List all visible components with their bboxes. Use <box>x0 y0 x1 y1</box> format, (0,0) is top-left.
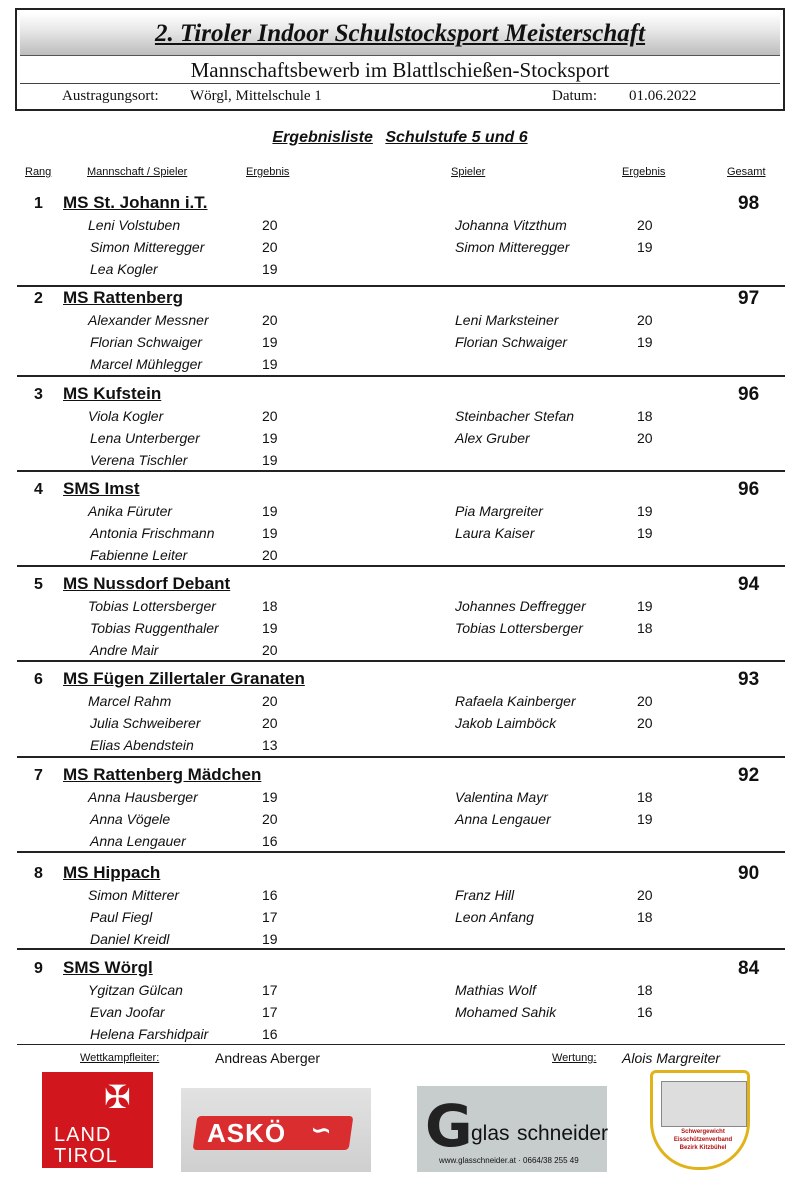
col-player: Spieler <box>451 166 486 178</box>
player-score: 20 <box>262 217 278 233</box>
list-heading-title: Ergebnisliste <box>272 129 373 146</box>
list-heading <box>0 129 800 147</box>
player-score: 19 <box>262 452 278 468</box>
land-tirol-logo <box>42 1072 153 1168</box>
player-score: 19 <box>637 239 653 255</box>
sg-logo-line2: Eisschützenverband <box>673 1137 733 1143</box>
player-name: Fabienne Leiter <box>90 547 188 563</box>
player-name: Johannes Deffregger <box>455 598 586 614</box>
player-name: Mathias Wolf <box>455 982 536 998</box>
player-name: Alexander Messner <box>88 312 209 328</box>
player-name: Pia Margreiter <box>455 503 543 519</box>
player-score: 19 <box>637 598 653 614</box>
player-score: 19 <box>262 261 278 277</box>
player-score: 19 <box>637 334 653 350</box>
player-name: Simon Mitteregger <box>90 239 205 255</box>
team-total: 96 <box>738 479 760 500</box>
shield-icon <box>650 1070 750 1170</box>
player-score: 19 <box>262 525 278 541</box>
venue-label: Austragungsort: <box>62 88 159 104</box>
player-score: 18 <box>637 789 653 805</box>
eisschuetzenverband-logo <box>650 1070 754 1172</box>
team-total: 94 <box>738 574 760 595</box>
player-score: 20 <box>262 547 278 563</box>
team-name: MS Rattenberg Mädchen <box>63 765 262 784</box>
team-rank: 7 <box>34 767 43 784</box>
team-rank: 6 <box>34 671 43 688</box>
team-rank: 5 <box>34 576 43 593</box>
player-score: 16 <box>637 1004 653 1020</box>
team-total: 93 <box>738 669 760 690</box>
team-divider <box>17 660 785 662</box>
player-score: 20 <box>637 887 653 903</box>
player-name: Franz Hill <box>455 887 515 903</box>
scoring-label: Wertung: <box>552 1052 597 1064</box>
col-result-1: Ergebnis <box>246 166 290 178</box>
player-name: Julia Schweiberer <box>90 715 201 731</box>
askoe-logo-text: ASKÖ <box>207 1118 287 1148</box>
team-name: MS St. Johann i.T. <box>63 193 208 212</box>
team-name: SMS Imst <box>63 479 140 498</box>
player-name: Lea Kogler <box>90 261 158 277</box>
player-score: 17 <box>262 982 278 998</box>
col-rang: Rang <box>25 166 52 178</box>
player-name: Anna Lengauer <box>90 833 186 849</box>
player-name: Leon Anfang <box>455 909 534 925</box>
player-name: Alex Gruber <box>455 430 530 446</box>
team-divider <box>17 948 785 950</box>
player-name: Paul Fiegl <box>90 909 153 925</box>
askoe-swirl-icon: ∽ <box>311 1117 332 1144</box>
player-name: Tobias Ruggenthaler <box>90 620 219 636</box>
player-name: Anna Lengauer <box>455 811 551 827</box>
player-name: Elias Abendstein <box>90 737 194 753</box>
list-heading-grade: Schulstufe 5 und 6 <box>385 129 528 146</box>
player-score: 18 <box>637 408 653 424</box>
player-score: 19 <box>262 430 278 446</box>
player-score: 20 <box>262 642 278 658</box>
player-score: 18 <box>262 598 278 614</box>
player-name: Antonia Frischmann <box>90 525 215 541</box>
team-divider <box>17 470 785 472</box>
team-rank: 4 <box>34 481 43 498</box>
glasschneider-g-icon: G <box>425 1092 473 1160</box>
player-score: 17 <box>262 1004 278 1020</box>
venue-value: Wörgl, Mittelschule 1 <box>190 88 322 104</box>
player-name: Leni Volstuben <box>88 217 181 233</box>
page-title: 2. Tiroler Indoor Schulstocksport Meisterschaft <box>154 20 646 47</box>
leader-name: Andreas Aberger <box>215 1050 321 1066</box>
team-name: MS Kufstein <box>63 384 162 403</box>
player-score: 20 <box>262 239 278 255</box>
player-score: 20 <box>262 312 278 328</box>
player-score: 19 <box>262 789 278 805</box>
team-total: 84 <box>738 958 760 979</box>
player-name: Valentina Mayr <box>455 789 548 805</box>
player-score: 18 <box>637 982 653 998</box>
player-score: 20 <box>637 715 653 731</box>
player-score: 20 <box>637 430 653 446</box>
player-score: 19 <box>637 525 653 541</box>
glasschneider-logo <box>417 1086 607 1172</box>
player-name: Rafaela Kainberger <box>455 693 576 709</box>
sg-logo-line3: Bezirk Kitzbühel <box>679 1145 727 1151</box>
glasschneider-contact: www.glasschneider.at · 0664/38 255 49 <box>439 1156 579 1165</box>
date-value: 01.06.2022 <box>629 88 697 104</box>
player-score: 13 <box>262 737 278 753</box>
player-score: 20 <box>262 408 278 424</box>
team-rank: 3 <box>34 386 43 403</box>
shield-emblem-icon <box>661 1081 747 1127</box>
player-name: Laura Kaiser <box>455 525 535 541</box>
team-name: SMS Wörgl <box>63 958 153 977</box>
team-name: MS Hippach <box>63 863 161 882</box>
player-name: Andre Mair <box>90 642 159 658</box>
leader-label: Wettkampfleiter: <box>80 1052 160 1064</box>
player-name: Anna Vögele <box>90 811 171 827</box>
player-score: 19 <box>262 931 278 947</box>
team-rank: 2 <box>34 290 43 307</box>
player-name: Tobias Lottersberger <box>455 620 583 636</box>
player-name: Leni Marksteiner <box>455 312 559 328</box>
askoe-logo <box>181 1088 371 1172</box>
tirol-logo-line1: LAND <box>54 1124 112 1146</box>
tirol-logo-line2: TIROL <box>54 1145 118 1167</box>
player-score: 19 <box>262 620 278 636</box>
date-label: Datum: <box>552 88 597 104</box>
player-name: Evan Joofar <box>90 1004 165 1020</box>
header-box <box>15 8 785 111</box>
player-score: 19 <box>262 503 278 519</box>
col-total: Gesamt <box>727 166 766 178</box>
team-name: MS Fügen Zillertaler Granaten <box>63 669 305 688</box>
team-total: 97 <box>738 288 760 309</box>
player-name: Florian Schwaiger <box>455 334 568 350</box>
player-score: 16 <box>262 887 278 903</box>
player-score: 20 <box>262 693 278 709</box>
team-total: 98 <box>738 193 760 214</box>
player-score: 20 <box>637 693 653 709</box>
player-score: 19 <box>262 334 278 350</box>
player-name: Anna Hausberger <box>88 789 198 805</box>
team-divider <box>17 375 785 377</box>
player-name: Viola Kogler <box>88 408 164 424</box>
player-name: Simon Mitteregger <box>455 239 570 255</box>
player-name: Simon Mitterer <box>88 887 180 903</box>
player-score: 19 <box>637 811 653 827</box>
player-name: Jakob Laimböck <box>455 715 557 731</box>
player-name: Johanna Vitzthum <box>455 217 567 233</box>
scoring-name: Alois Margreiter <box>622 1050 721 1066</box>
player-name: Steinbacher Stefan <box>455 408 575 424</box>
player-name: Verena Tischler <box>90 452 188 468</box>
team-name: MS Rattenberg <box>63 288 183 307</box>
player-score: 18 <box>637 909 653 925</box>
player-score: 20 <box>637 217 653 233</box>
player-score: 19 <box>262 356 278 372</box>
team-divider <box>17 851 785 853</box>
page-subtitle: Mannschaftsbewerb im Blattlschießen-Stocksport <box>190 58 610 82</box>
team-divider <box>17 756 785 758</box>
sg-logo-line1: Schwergewicht <box>681 1129 725 1135</box>
col-result-2: Ergebnis <box>622 166 666 178</box>
player-score: 20 <box>262 811 278 827</box>
team-total: 92 <box>738 765 760 786</box>
glasschneider-word1: glas <box>471 1122 510 1145</box>
team-total: 90 <box>738 863 760 884</box>
player-score: 20 <box>637 312 653 328</box>
team-rank: 8 <box>34 865 43 882</box>
team-rank: 9 <box>34 960 43 977</box>
player-name: Marcel Rahm <box>88 693 172 709</box>
team-total: 96 <box>738 384 760 405</box>
team-divider <box>17 565 785 567</box>
player-name: Florian Schwaiger <box>90 334 203 350</box>
player-score: 17 <box>262 909 278 925</box>
player-name: Ygitzan Gülcan <box>88 982 183 998</box>
player-name: Anika Füruter <box>88 503 173 519</box>
player-name: Tobias Lottersberger <box>88 598 216 614</box>
player-score: 20 <box>262 715 278 731</box>
list-end-divider <box>17 1044 785 1045</box>
player-score: 18 <box>637 620 653 636</box>
team-divider <box>17 285 785 287</box>
player-name: Helena Farshidpair <box>90 1026 209 1042</box>
player-score: 16 <box>262 833 278 849</box>
player-name: Mohamed Sahik <box>455 1004 557 1020</box>
player-score: 16 <box>262 1026 278 1042</box>
player-name: Marcel Mühlegger <box>90 356 203 372</box>
player-name: Lena Unterberger <box>90 430 200 446</box>
player-score: 19 <box>637 503 653 519</box>
team-rank: 1 <box>34 195 43 212</box>
header-divider <box>20 83 780 84</box>
team-name: MS Nussdorf Debant <box>63 574 231 593</box>
tirol-eagle-icon: ✠ <box>104 1079 131 1115</box>
player-name: Daniel Kreidl <box>90 931 170 947</box>
glasschneider-word2: schneider <box>517 1122 609 1145</box>
col-team-player: Mannschaft / Spieler <box>87 166 188 178</box>
